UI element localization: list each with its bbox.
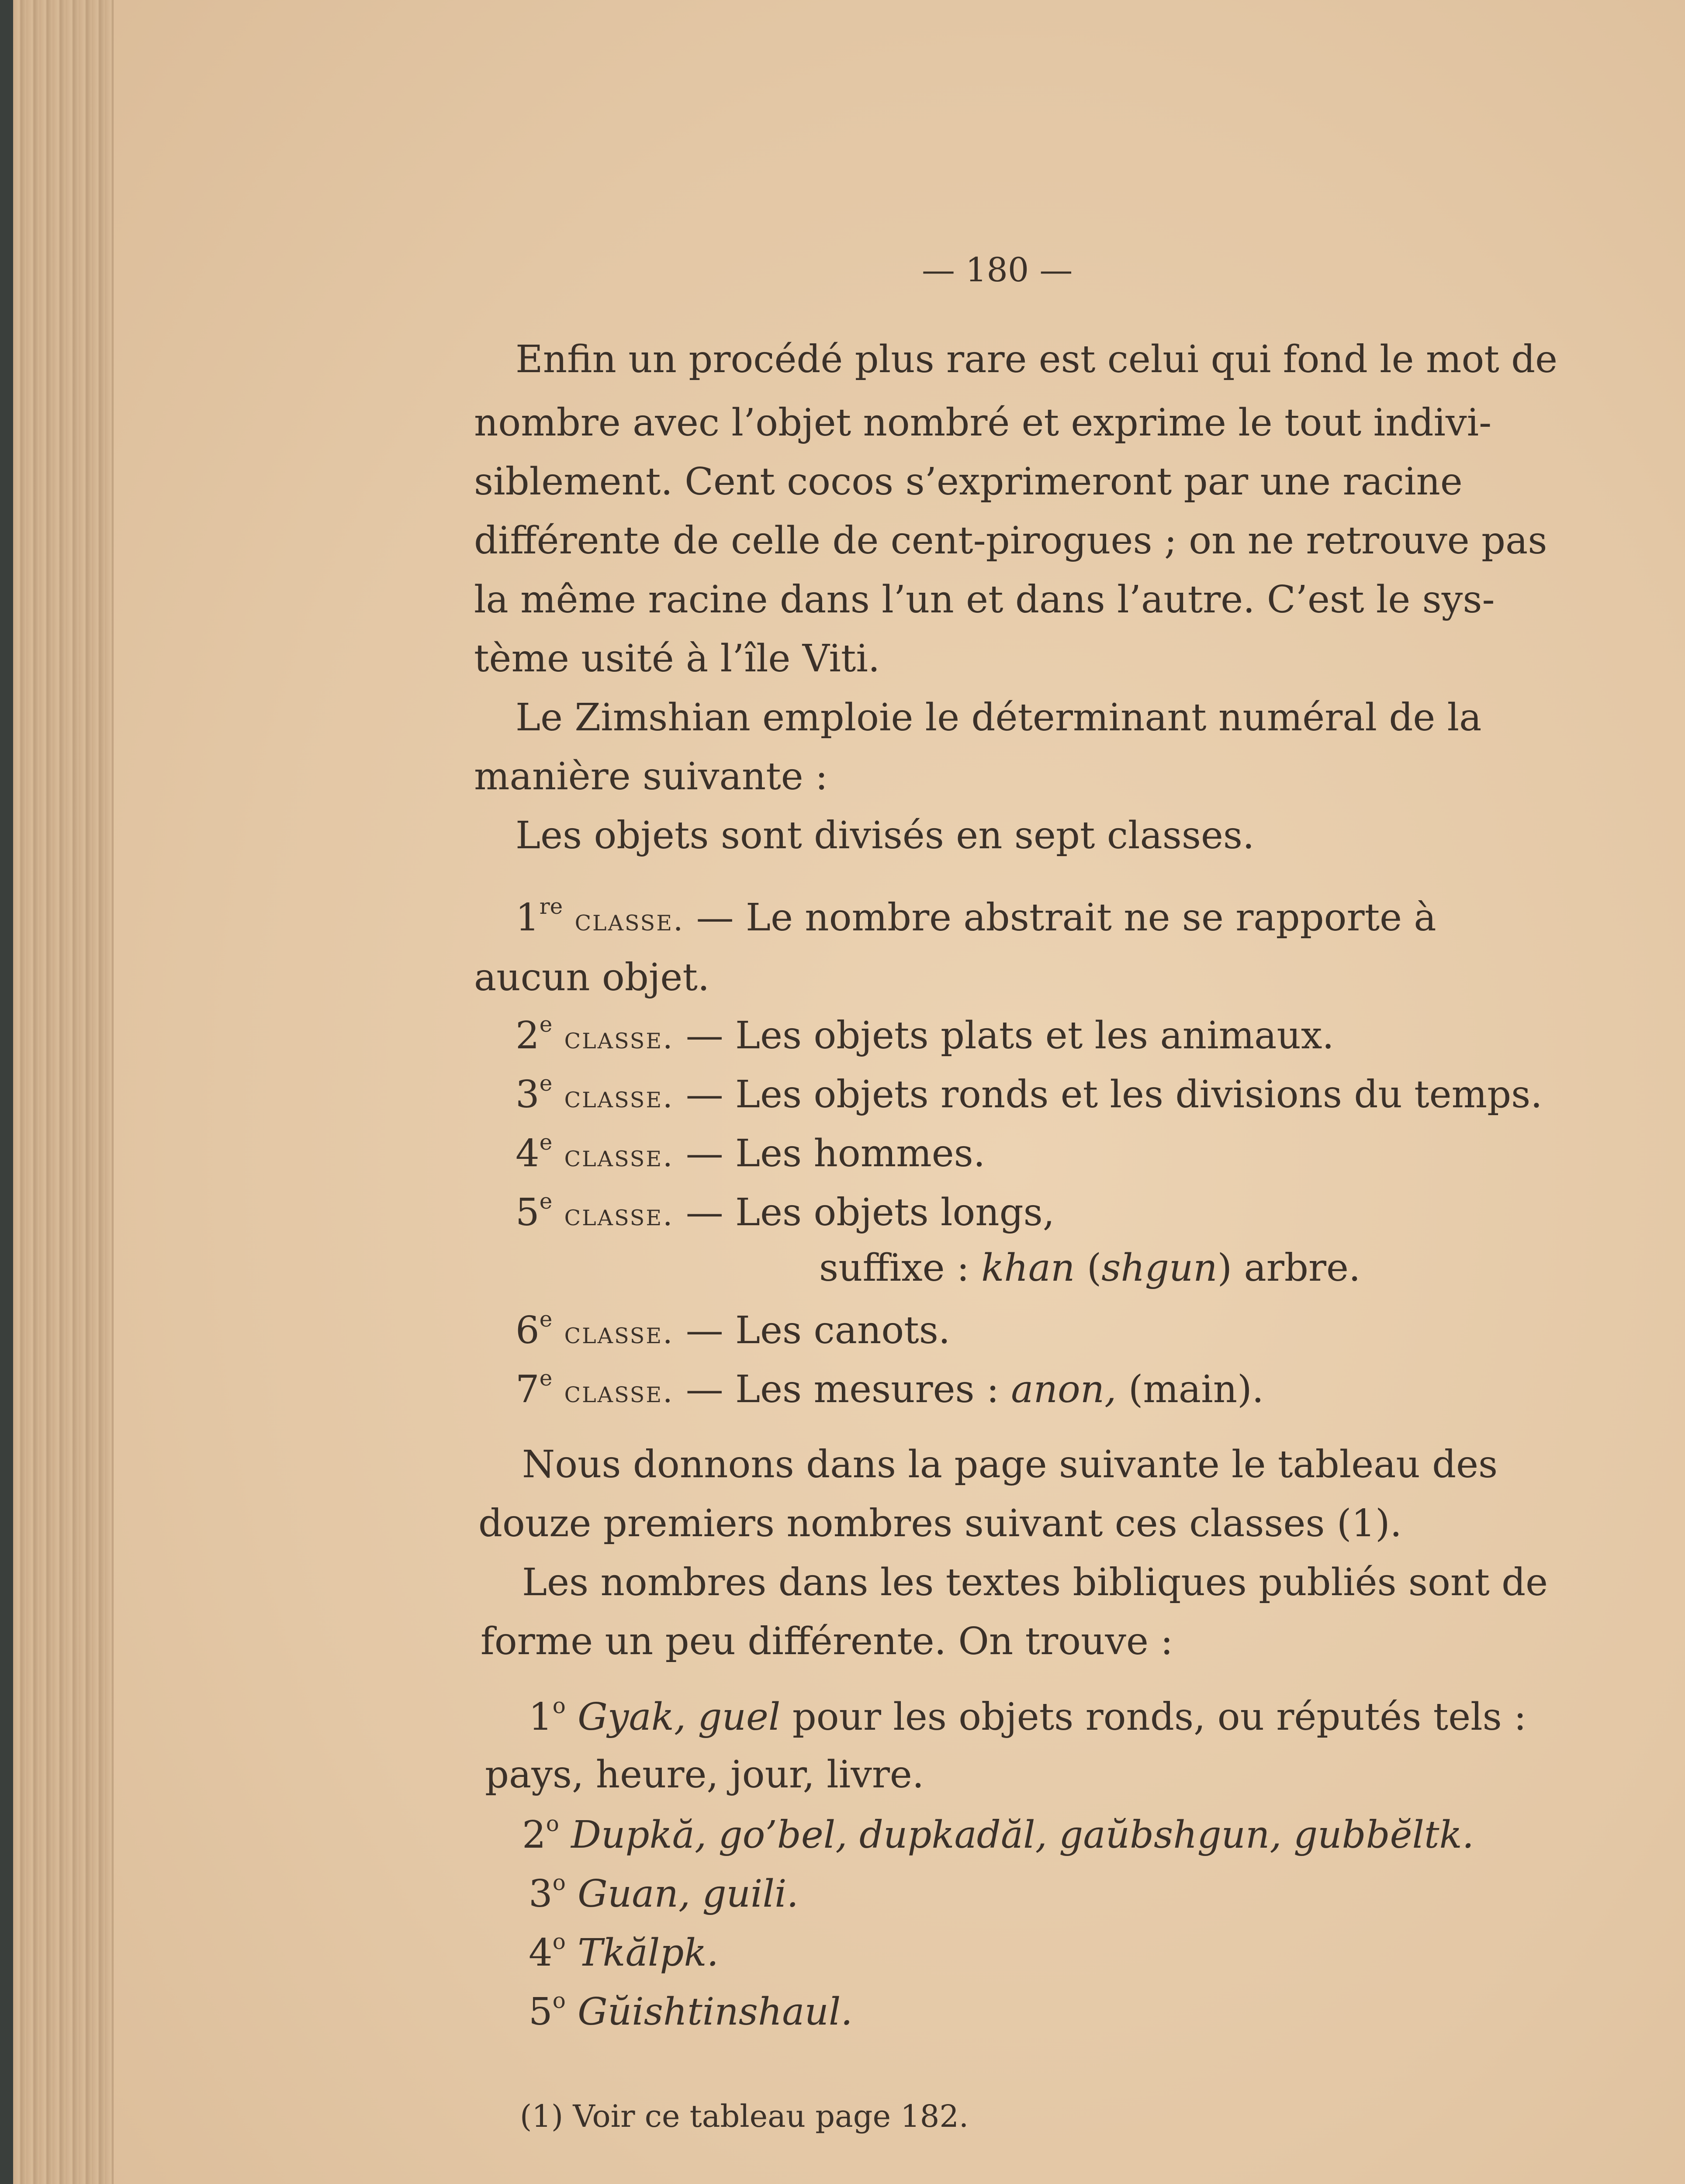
class-2: 2e classe. — Les objets plats et les animaux. [516,1012,1334,1057]
class-3: 3e classe. — Les objets ronds et les divisions du temps. [516,1071,1543,1116]
item-2: 2$^o$ Dupkă, go’bel, dupkadăl, gaŭbshgun, gubbĕltk. [522,1811,1474,1857]
footnote: (1) Voir ce tableau page 182. [520,2098,969,2134]
class-7: 7e classe. — Les mesures : anon, (main). [516,1365,1264,1411]
class-5: 5e classe. — Les objets longs, [516,1189,1055,1234]
item-1-continuation: pays, heure, jour, livre. [485,1753,924,1797]
paragraph-1-line-5: la même racine dans l’un et dans l’autre. C’est le sys- [474,578,1495,622]
class-5-suffix: suffixe : khan (shgun) arbre. [819,1246,1361,1290]
item-5: 5$^o$ Gŭishtinshaul. [529,1988,853,2034]
page-number: — 180 — [922,250,1073,289]
paragraph-4-line-2: douze premiers nombres suivant ces classes (1). [478,1502,1402,1545]
item-4: 4$^o$ Tkălpk. [529,1929,719,1975]
paragraph-5-line-1: Les nombres dans les textes bibliques publiés sont de [522,1561,1548,1604]
paragraph-3: Les objets sont divisés en sept classes. [516,814,1255,857]
item-1: 1$^o$ Gyak, guel pour les objets ronds, ou réputés tels : [529,1693,1527,1739]
class-1-continuation: aucun objet. [474,956,710,999]
paragraph-5-line-2: forme un peu différente. On trouve : [481,1620,1173,1663]
class-1: 1re classe. — Le nombre abstrait ne se rapporte à [516,894,1436,940]
paragraph-1-line-4: différente de celle de cent-pirogues ; on ne retrouve pas [474,519,1547,563]
class-6: 6e classe. — Les canots. [516,1306,951,1352]
paragraph-1-line-2: nombre avec l’objet nombré et exprime le tout indivi- [474,401,1492,445]
paragraph-1-line-3: siblement. Cent cocos s’exprimeront par une racine [474,460,1463,504]
paragraph-2-line-1: Le Zimshian emploie le déterminant numéral de la [516,696,1482,740]
paragraph-1-line-1: Enfin un procédé plus rare est celui qui fond le mot de [516,338,1558,381]
book-binding [0,0,13,2184]
paragraph-4-line-1: Nous donnons dans la page suivante le tableau des [522,1443,1498,1486]
paragraph-1-line-6: tème usité à l’île Viti. [474,637,880,681]
page-edges [13,0,114,2184]
item-3: 3$^o$ Guan, guili. [529,1870,799,1916]
class-4: 4e classe. — Les hommes. [516,1130,986,1175]
paragraph-2-line-2: manière suivante : [474,755,828,798]
